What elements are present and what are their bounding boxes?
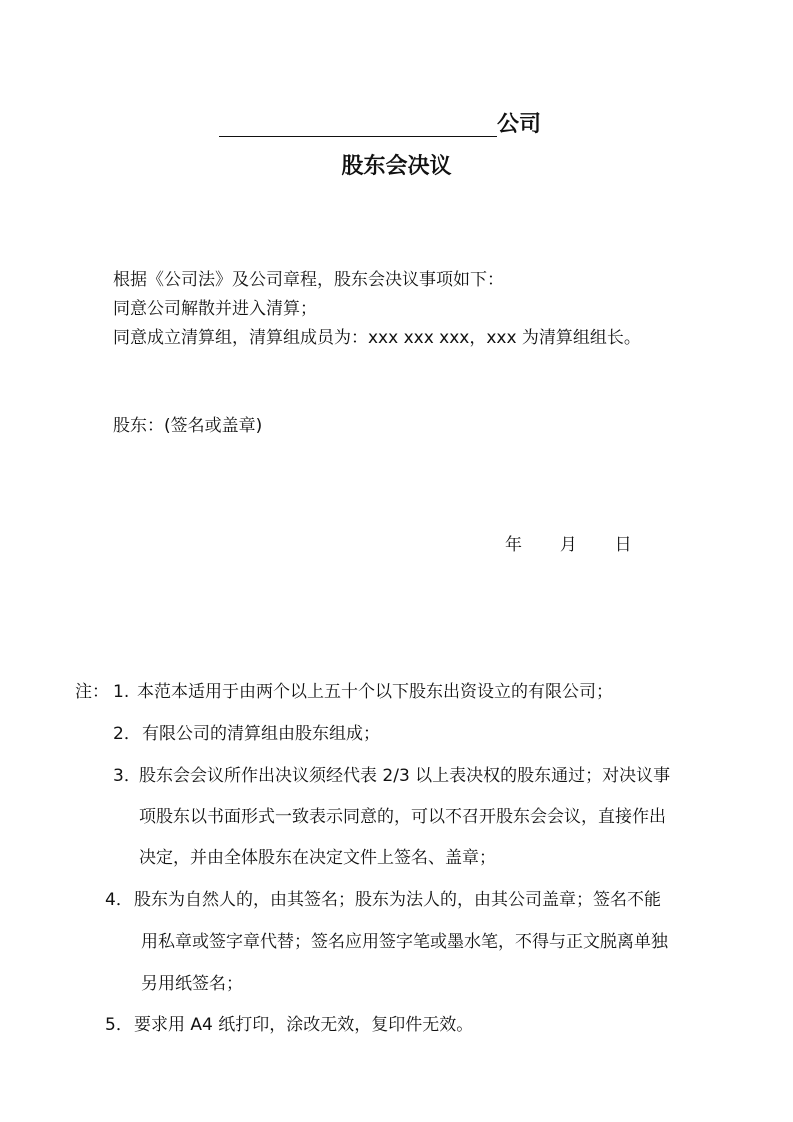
note-line: 股东会会议所作出决议须经代表 2/3 以上表决权的股东通过；对决议事 bbox=[139, 766, 671, 786]
resolution-body bbox=[113, 266, 641, 353]
body-line: 根据《公司法》及公司章程，股东会决议事项如下： bbox=[113, 270, 504, 290]
note-line: 另用纸签名； bbox=[141, 974, 243, 994]
shareholder-signature-label: 股东：(签名或盖章) bbox=[113, 416, 263, 436]
note-number: 5． bbox=[105, 1015, 133, 1035]
note-line: 本范本适用于由两个以上五十个以下股东出资设立的有限公司； bbox=[137, 682, 613, 702]
note-line: 有限公司的清算组由股东组成； bbox=[142, 724, 380, 744]
document-title: 股东会决议 bbox=[341, 154, 452, 179]
company-title-line bbox=[219, 110, 541, 140]
note-number: 4． bbox=[105, 890, 133, 910]
note-number: 2． bbox=[113, 724, 141, 744]
note-line: 决定，并由全体股东在决定文件上签名、盖章； bbox=[139, 848, 496, 868]
date-line: 年 月 日 bbox=[505, 535, 632, 555]
notes-prefix: 注： bbox=[75, 682, 109, 702]
note-number: 1. bbox=[113, 682, 130, 702]
note-line: 用私章或签字章代替；签名应用签字笔或墨水笔，不得与正文脱离单独 bbox=[141, 932, 668, 952]
company-name-blank bbox=[219, 136, 497, 137]
note-number: 3． bbox=[113, 766, 141, 786]
company-suffix: 公司 bbox=[497, 112, 542, 137]
body-line: 同意成立清算组，清算组成员为：xxx xxx xxx，xxx 为清算组组长。 bbox=[113, 328, 641, 348]
body-line: 同意公司解散并进入清算； bbox=[113, 299, 317, 319]
note-line: 要求用 A4 纸打印，涂改无效，复印件无效。 bbox=[134, 1015, 474, 1035]
note-line: 项股东以书面形式一致表示同意的，可以不召开股东会会议，直接作出 bbox=[139, 807, 666, 827]
note-line: 股东为自然人的，由其签名；股东为法人的，由其公司盖章；签名不能 bbox=[134, 890, 661, 910]
